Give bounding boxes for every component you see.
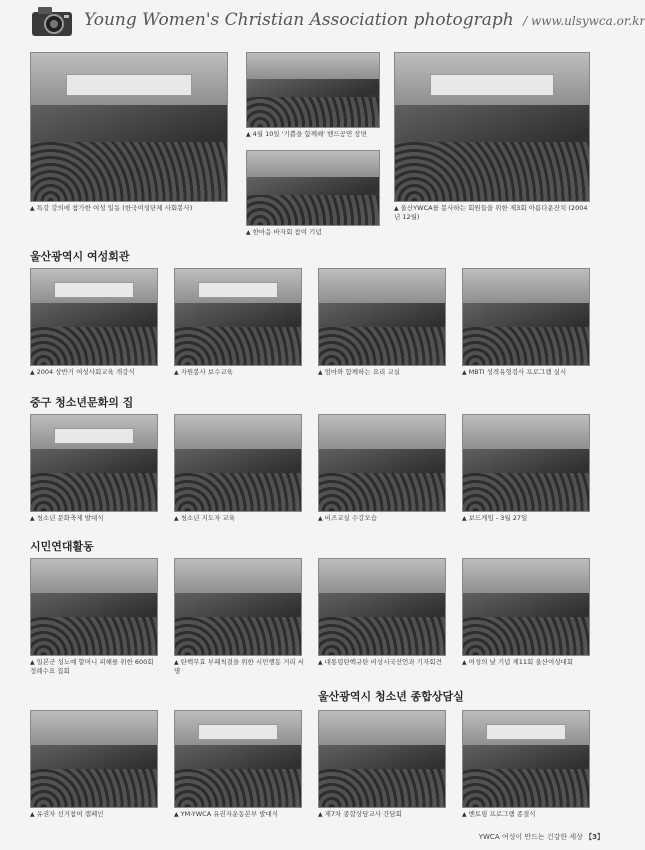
photo-bazaar	[246, 150, 380, 226]
caption: ▲ 비즈교실 수강모습	[318, 514, 377, 522]
caption: ▲ 2004 상반기 여성사회교육 개강식	[30, 368, 135, 376]
photo	[174, 558, 302, 656]
caption: ▲ 일본군 성노예 할머니 피해를 위한 600회 정례수요 집회	[30, 658, 154, 675]
caption: ▲ 청소년 지도자 교육	[174, 514, 235, 522]
section-title: 중구 청소년문화의 집	[30, 396, 134, 409]
photo	[462, 558, 590, 656]
photo	[174, 710, 302, 808]
caption: ▲ 탄핵무효 부패척결을 위한 시민행동 거리 서명	[174, 658, 304, 675]
photo	[462, 710, 590, 808]
caption: ▲ 자원봉사 보수교육	[174, 368, 233, 376]
photo	[318, 558, 446, 656]
photo	[30, 268, 158, 366]
photo	[318, 268, 446, 366]
caption: ▲ 대통령탄핵규탄 비상시국선언과 기자회견	[318, 658, 442, 666]
photo	[318, 710, 446, 808]
photo-band	[246, 52, 380, 128]
caption: ▲ MBTI 성격유형검사 프로그램 실시	[462, 368, 567, 376]
photo	[174, 414, 302, 512]
camera-icon	[30, 4, 76, 38]
photo	[174, 268, 302, 366]
section-title: 울산광역시 청소년 종합상담실	[318, 690, 464, 703]
photo	[30, 558, 158, 656]
caption: ▲ 청소년 문화축제 발대식	[30, 514, 104, 522]
caption: ▲ 특강 강의에 참가한 여성 일동 (한국여성단체 사회봉사)	[30, 204, 193, 212]
photo	[462, 268, 590, 366]
title-text: Young Women's Christian Association photograph	[84, 10, 514, 30]
section-title: 시민연대활동	[30, 540, 94, 553]
caption: ▲ 여성의 날 기념 제11회 울산여성대회	[462, 658, 574, 666]
photo	[30, 710, 158, 808]
caption: ▲ 한마음 바자회 참여 기념	[246, 228, 322, 236]
caption: ▲ 유권자 선거참여 캠페인	[30, 810, 104, 818]
caption: ▲ 4월 10일 '기쁨을 함께해' 밴드공연 장면	[246, 130, 367, 138]
photo	[318, 414, 446, 512]
photo-lecture	[30, 52, 228, 202]
caption: ▲ 울산YWCA를 봉사하는 회원들을 위한 제3회 아름다운잔치 (2004년 12월)	[394, 204, 588, 221]
caption: ▲ YM-YWCA 유권자운동본부 발대식	[174, 810, 279, 818]
photo-party	[394, 52, 590, 202]
page-footer	[479, 832, 604, 842]
page-number: 【3】	[585, 833, 604, 841]
caption: ▲ 엄마와 함께하는 요리 교실	[318, 368, 400, 376]
caption: ▲ 멘토링 프로그램 종결식	[462, 810, 536, 818]
photo	[30, 414, 158, 512]
caption: ▲ 제7차 종합상담교사 간담회	[318, 810, 402, 818]
section-title: 울산광역시 여성회관	[30, 250, 130, 263]
photo	[462, 414, 590, 512]
page-title: Young Women's Christian Association photograph / www.ulsywca.or.kr	[84, 10, 645, 30]
footer-text: YWCA 여성이 만드는 건강한 세상	[478, 833, 583, 841]
page-header	[0, 0, 645, 44]
caption: ▲ 보드게임 - 3월 27일	[462, 514, 528, 522]
site-url: www.ulsywca.or.kr	[530, 14, 645, 28]
